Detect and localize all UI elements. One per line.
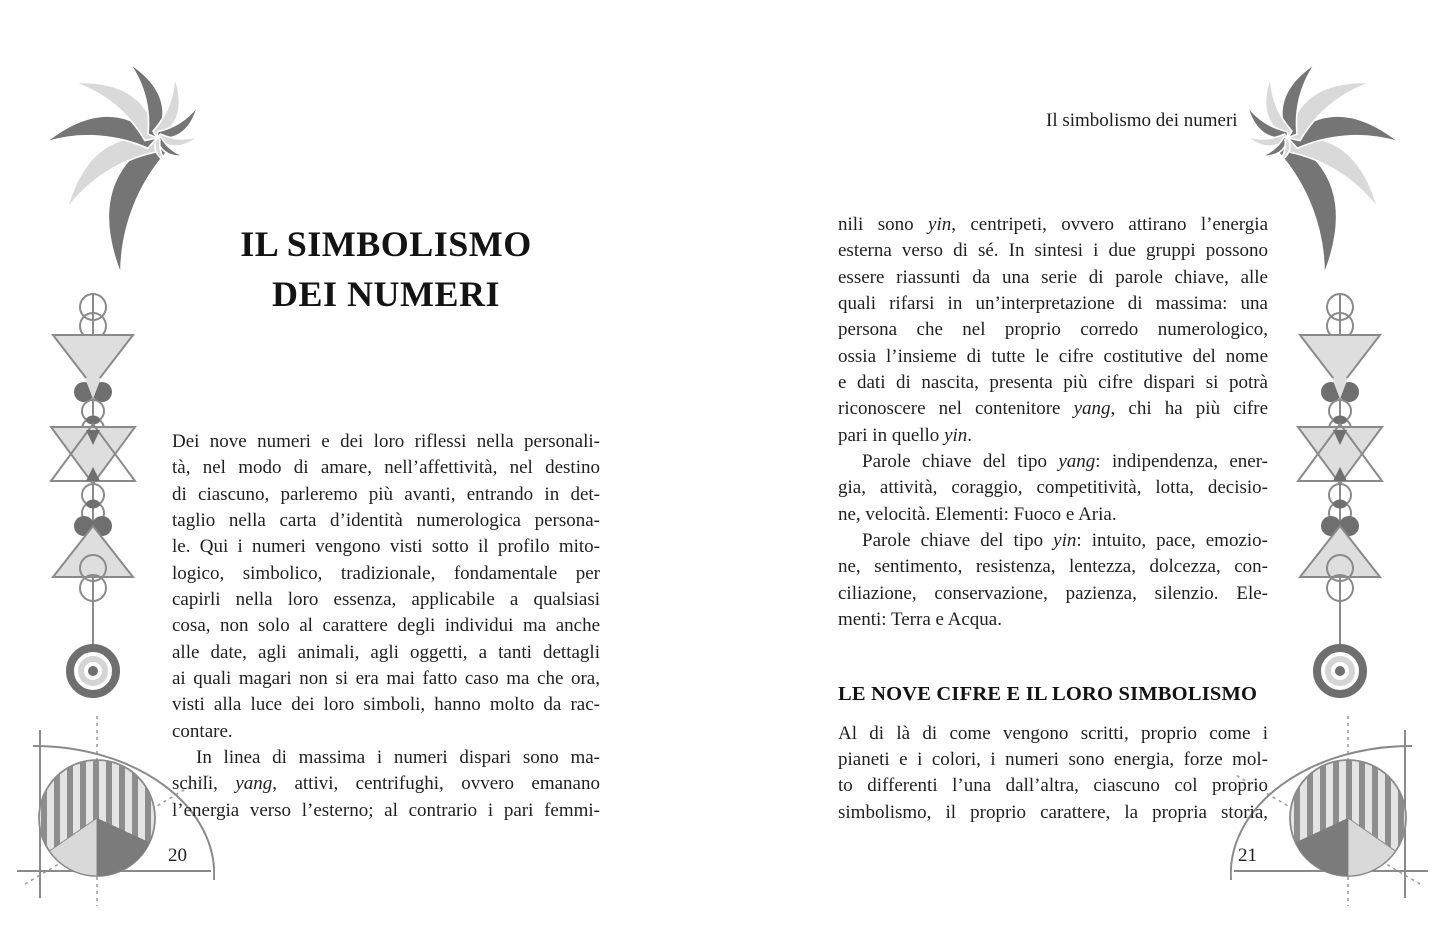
right-body-text: [838, 212, 1268, 826]
text-line: contare.: [172, 720, 233, 742]
text-line: ai quali magari non si era mai fatto caso ma che ora,: [172, 668, 600, 690]
section-heading: LE NOVE CIFRE E IL LORO SIMBOLISMO: [838, 682, 1258, 705]
paragraph: [838, 449, 1268, 528]
text-line: pari in quello yin.: [838, 424, 973, 446]
text-line: riconoscere nel contenitore yang, chi ha più cifre: [838, 398, 1269, 420]
text-line: nili sono yin, centripeti, ovvero attirano l’energia: [838, 214, 1268, 235]
text-line: taglio nella carta d’identità numerologica persona-: [172, 510, 600, 532]
paragraph: [838, 721, 1268, 826]
text-line: menti: Terra e Acqua.: [838, 609, 1002, 631]
text-line: cosa, non solo al carattere degli individui ma anche: [172, 615, 600, 637]
text-line: Al di là di come vengono scritti, proprio come i: [838, 722, 1268, 744]
text-line: capirli nella loro essenza, applicabile a qualsiasi: [172, 589, 600, 611]
text-line: e dati di nascita, presenta più cifre dispari si potrà: [838, 372, 1268, 394]
chapter-title: [172, 219, 600, 319]
geometric-totem-ornament-icon: [1290, 281, 1390, 706]
text-line: l’energia verso l’esterno; al contrario i pari femmi-: [172, 799, 600, 821]
text-line: schili, yang, attivi, centrifughi, ovvero emanano: [172, 773, 600, 795]
paragraph: [172, 429, 600, 745]
geometric-totem-ornament-icon: [43, 281, 143, 706]
text-line: tà, nel modo di amare, nell’affettività, nel destino: [172, 457, 600, 479]
text-line: quali rifarsi in un’interpretazione di massima: una: [838, 293, 1268, 315]
text-line: logico, simbolico, tradizionale, fondamentale per: [172, 562, 600, 584]
chapter-title-line1: IL SIMBOLISMO: [240, 224, 532, 264]
text-line: esterna verso di sé. In sintesi i due gruppi possono: [838, 240, 1268, 262]
text-line: ne, sentimento, resistenza, lentezza, dolcezza, con-: [838, 556, 1268, 578]
text-line: Parole chiave del tipo yin: intuito, pace, emozio-: [862, 530, 1268, 552]
text-line: In linea di massima i numeri dispari sono ma-: [196, 747, 600, 769]
running-header: Il simbolismo dei numeri: [1046, 110, 1238, 131]
text-line: Parole chiave del tipo yang: indipendenza, ener-: [862, 451, 1268, 473]
paragraph: [838, 528, 1268, 633]
text-line: ossia l’insieme di tutte le cifre costitutive del nome: [838, 345, 1268, 367]
page-number-left: 20: [168, 845, 187, 866]
text-line: persona che nel proprio corredo numerologico,: [838, 319, 1268, 341]
left-body-text: [172, 429, 600, 824]
paragraph: [172, 745, 600, 824]
text-line: alle date, agli animali, agli oggetti, a tanti dettagli: [172, 641, 600, 663]
paragraph: [838, 212, 1268, 449]
text-line: simbolismo, il proprio carattere, la propria storia,: [838, 801, 1268, 823]
text-line: le. Qui i numeri vengono visti sotto il profilo mito-: [172, 536, 600, 558]
right-body-bottom: [838, 721, 1268, 826]
text-line: visti alla luce dei loro simboli, hanno molto da rac-: [172, 694, 600, 716]
text-line: gia, attività, coraggio, competitività, lotta, decisio-: [838, 477, 1268, 499]
chapter-title-line2: DEI NUMERI: [271, 274, 500, 314]
text-line: essere riassunti da una serie di parole chiave, alle: [838, 266, 1268, 288]
text-line: ne, velocità. Elementi: Fuoco e Aria.: [838, 503, 1117, 525]
text-line: pianeti e i colori, i numeri sono energia, forze mol-: [838, 748, 1268, 770]
text-line: Dei nove numeri e dei loro riflessi nella personali-: [172, 431, 600, 452]
text-line: di ciascuno, parleremo più avanti, entrando in det-: [172, 483, 600, 505]
right-body-top: [838, 212, 1268, 634]
text-line: ciliazione, conservazione, pazienza, silenzio. Ele-: [838, 582, 1268, 604]
text-line: to differenti l’una dall’altra, ciascuno col proprio: [838, 775, 1268, 797]
page-number-right: 21: [1238, 845, 1257, 866]
